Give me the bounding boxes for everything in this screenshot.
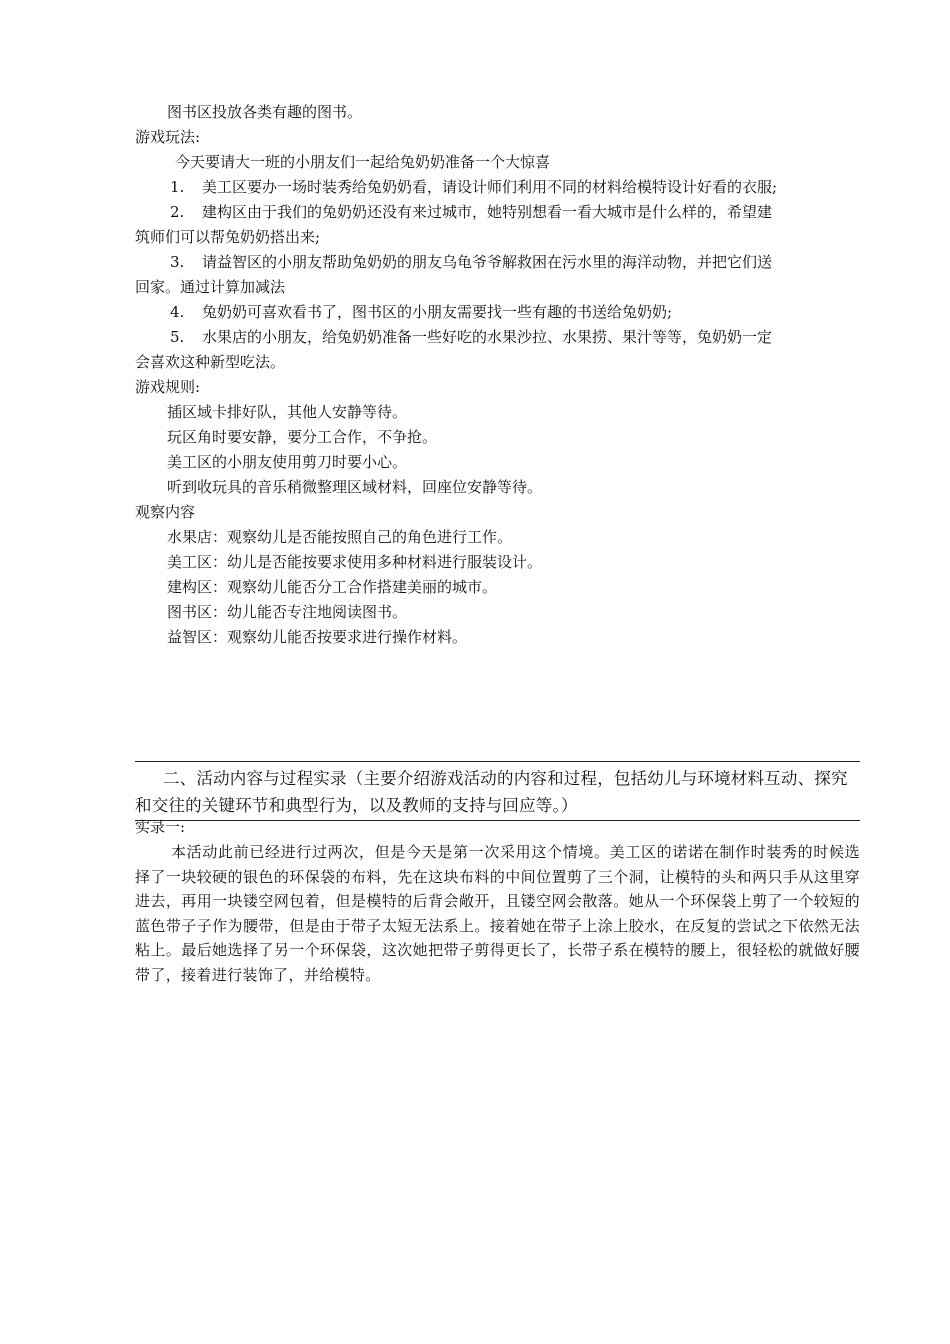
record-1-heading: 实录一: bbox=[135, 818, 186, 836]
rule-item: 听到收玩具的音乐稍微整理区域材料，回座位安静等待。 bbox=[167, 478, 543, 496]
gameplay-item-2-continued: 筑师们可以帮兔奶奶搭出来; bbox=[135, 228, 321, 246]
item-text: 请益智区的小朋友帮助兔奶奶的朋友乌龟爷爷解救困在污水里的海洋动物，并把它们送 bbox=[202, 253, 773, 271]
observation-item: 美工区：幼儿是否能按要求使用多种材料进行服装设计。 bbox=[167, 553, 543, 571]
gameplay-item-5 bbox=[135, 325, 860, 350]
gameplay-item-4 bbox=[135, 300, 860, 325]
item-number: 2. bbox=[170, 203, 185, 221]
gameplay-item-3 bbox=[135, 250, 860, 275]
library-setup-line: 图书区投放各类有趣的图书。 bbox=[167, 103, 363, 121]
rule-item: 玩区角时要安静，要分工合作，不争抢。 bbox=[167, 428, 438, 446]
observation-heading: 观察内容 bbox=[135, 503, 196, 521]
gameplay-intro: 今天要请大一班的小朋友们一起给兔奶奶准备一个大惊喜 bbox=[175, 153, 551, 171]
record-1-body: 本活动此前已经进行过两次，但是今天是第一次采用这个情境。美工区的诺诺在制作时装秀的时候选择了一块较硬的银色的环保袋的布料，先在这块布料的中间位置剪了三个洞，让模特的头和两只手从这里穿进去，再用一块镂空网包着，但是模特的后背会敞开，且镂空网会散落。她从一个环保袋上剪了一个较短的蓝色带子子作为腰带，但是由于带子太短无法系上。接着她在带子上涂上胶水，在反复的尝试之下依然无法粘上。最后她选择了另一个环保袋，这次她把带子剪得更长了，长带子系在模特的腰上，很轻松的就做好腰带了，接着进行装饰了，并给模特。 bbox=[135, 843, 860, 984]
rules-list bbox=[135, 400, 860, 500]
item-number: 4. bbox=[170, 303, 185, 321]
record-1 bbox=[135, 815, 860, 987]
gameplay-item-1 bbox=[135, 175, 860, 200]
gameplay-list bbox=[135, 175, 860, 375]
observation-item: 图书区：幼儿能否专注地阅读图书。 bbox=[167, 603, 408, 621]
observation-item: 水果店：观察幼儿是否能按照自己的角色进行工作。 bbox=[167, 528, 513, 546]
item-text: 建构区由于我们的兔奶奶还没有来过城市，她特别想看一看大城市是什么样的，希望建 bbox=[202, 203, 773, 221]
item-text: 水果店的小朋友，给兔奶奶准备一些好吃的水果沙拉、水果捞、果汁等等，兔奶奶一定 bbox=[202, 328, 773, 346]
rules-heading: 游戏规则: bbox=[135, 378, 201, 396]
document-body bbox=[135, 100, 860, 650]
item-text: 美工区要办一场时装秀给兔奶奶看，请设计师们利用不同的材料给模特设计好看的衣服; bbox=[202, 178, 778, 196]
observation-item: 建构区：观察幼儿能否分工合作搭建美丽的城市。 bbox=[167, 578, 498, 596]
rule-item: 插区域卡排好队，其他人安静等待。 bbox=[167, 403, 408, 421]
rule-item: 美工区的小朋友使用剪刀时要小心。 bbox=[167, 453, 408, 471]
item-number: 1. bbox=[170, 178, 185, 196]
gameplay-item-3-continued: 回家。通过计算加减法 bbox=[135, 278, 286, 296]
gameplay-heading: 游戏玩法: bbox=[135, 128, 201, 146]
item-number: 3. bbox=[170, 253, 185, 271]
gameplay-item-2 bbox=[135, 200, 860, 225]
observation-item: 益智区：观察幼儿能否按要求进行操作材料。 bbox=[167, 628, 468, 646]
section-2-header-box bbox=[135, 761, 860, 821]
gameplay-item-5-continued: 会喜欢这种新型吃法。 bbox=[135, 353, 286, 371]
item-number: 5. bbox=[170, 328, 185, 346]
observation-list bbox=[135, 525, 860, 650]
section-2-title: 二、活动内容与过程实录（主要介绍游戏活动的内容和过程，包括幼儿与环境材料互动、探究和交往的关键环节和典型行为，以及教师的支持与回应等。） bbox=[135, 769, 848, 815]
item-text: 兔奶奶可喜欢看书了，图书区的小朋友需要找一些有趣的书送给兔奶奶; bbox=[202, 303, 673, 321]
